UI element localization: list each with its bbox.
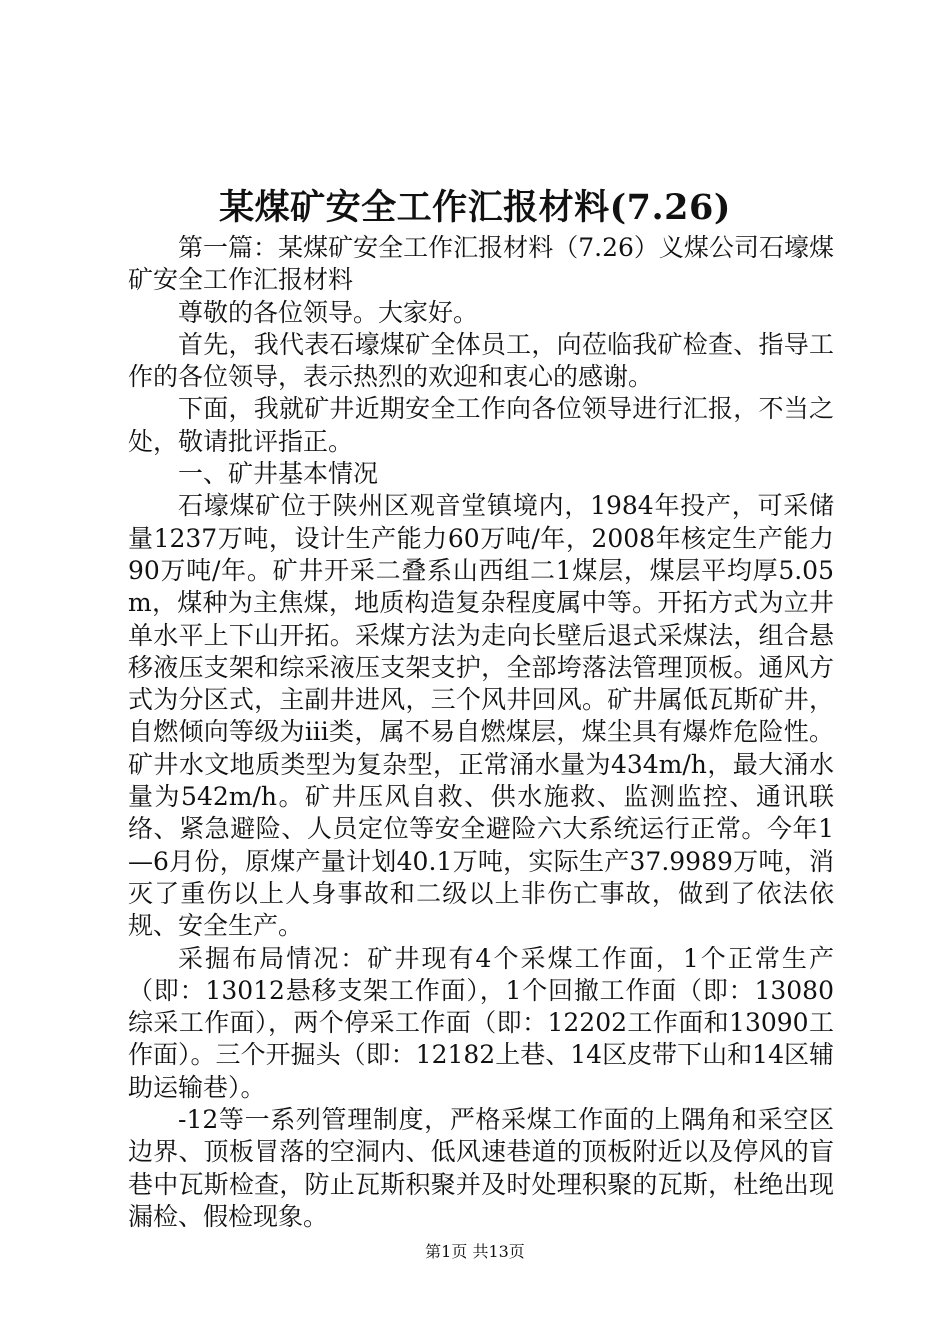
document-body <box>128 232 834 1233</box>
paragraph-welcome: 首先，我代表石壕煤矿全体员工，向莅临我矿检查、指导工作的各位领导，表示热烈的欢迎和衷心的感谢。 <box>128 329 834 392</box>
page-number: 第1页 共13页 <box>425 1242 525 1261</box>
document-title: 某煤矿安全工作汇报材料(7.26) <box>219 187 731 228</box>
paragraph-mine-overview: 石壕煤矿位于陕州区观音堂镇境内，1984年投产，可采储量1237万吨，设计生产能力60万吨/年，2008年核定生产能力90万吨/年。矿井开采二叠系山西组二1煤层，煤层平均厚5.05m，煤种为主焦煤，地质构造复杂程度属中等。开拓方式为立井单水平上下山开拓。采煤方法为走向长壁后退式采煤法，组合悬移液压支架和综采液压支架支护，全部垮落法管理顶板。通风方式为分区式，主副井进风，三个风井回风。矿井属低瓦斯矿井，自燃倾向等级为iii类，属不易自燃煤层，煤尘具有爆炸危险性。矿井水文地质类型为复杂型，正常涌水量为434m/h，最大涌水量为542m/h。矿井压风自救、供水施救、监测监控、通讯联络、紧急避险、人员定位等安全避险六大系统运行正常。今年1—6月份，原煤产量计划40.1万吨，实际生产37.9989万吨，消灭了重伤以上人身事故和二级以上非伤亡事故，做到了依法依规、安全生产。 <box>128 491 834 941</box>
paragraph-gas-management: -12等一系列管理制度，严格采煤工作面的上隅角和采空区边界、顶板冒落的空洞内、低风速巷道的顶板附近以及停风的盲巷中瓦斯检查，防止瓦斯积聚并及时处理积聚的瓦斯，杜绝出现漏检、假检现象。 <box>128 1105 834 1231</box>
section-heading-basic-info: 一、矿井基本情况 <box>178 459 379 489</box>
paragraph-greeting: 尊敬的各位领导。大家好。 <box>178 297 479 327</box>
paragraph-report-opening: 下面，我就矿井近期安全工作向各位领导进行汇报，不当之处，敬请批评指正。 <box>128 394 834 456</box>
paragraph-intro: 第一篇：某煤矿安全工作汇报材料（7.26）义煤公司石壕煤矿安全工作汇报材料 <box>128 233 834 295</box>
paragraph-mining-layout: 采掘布局情况：矿井现有4个采煤工作面，1个正常生产（即：13012悬移支架工作面），1个回撤工作面（即：13080综采工作面），两个停采工作面（即：12202工作面和13090工作面）。三个开掘头（即：12182上巷、14区皮带下山和14区辅助运输巷）。 <box>128 943 834 1102</box>
